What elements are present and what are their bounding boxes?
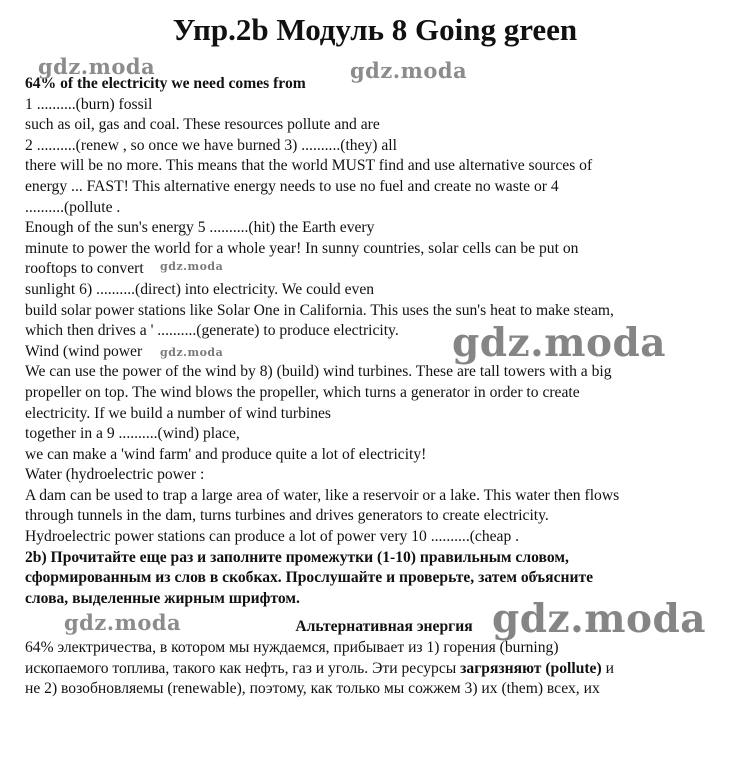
english-line: 1 ..........(burn) fossil: [25, 95, 153, 113]
english-line: which then drives a ' ..........(generate) to produce electricity.: [25, 322, 399, 340]
english-line: there will be no more. This means that the world MUST find and use alternative sources of: [25, 157, 593, 175]
bold-term: загрязняют (pollute): [460, 659, 602, 677]
english-line: energy ... FAST! This alternative energy needs to use no fuel and create no waste or 4: [25, 177, 559, 195]
translation-text: ископаемого топлива, такого как нефть, газ и уголь. Эти ресурсы: [25, 659, 461, 677]
english-line: such as oil, gas and coal. These resources pollute and are: [25, 116, 380, 134]
english-line: We can use the power of the wind by 8) (build) wind turbines. These are tall towers with a big: [25, 363, 612, 381]
translation-text: и: [601, 659, 614, 677]
task-instruction: слова, выделенные жирным шрифтом.: [25, 589, 300, 607]
task-instruction: сформированным из слов в скобках. Прослушайте и проверьте, затем объясните: [25, 569, 594, 587]
english-line: together in a 9 ..........(wind) place,: [25, 425, 240, 443]
english-line: Water (hydroelectric power :: [25, 466, 205, 484]
english-line: Enough of the sun's energy 5 ..........(hit) the Earth every: [25, 219, 375, 237]
english-line: Hydroelectric power stations can produce a lot of power very 10 ..........(cheap .: [25, 528, 520, 546]
watermark: gdz.moda: [160, 260, 224, 273]
english-line: sunlight 6) ..........(direct) into electricity. We could even: [25, 280, 375, 298]
english-line: electricity. If we build a number of wind turbines: [25, 404, 332, 422]
english-line: through tunnels in the dam, turns turbines and drives generators to create electricity.: [25, 507, 549, 525]
watermark: gdz.moda: [350, 58, 468, 83]
watermark: gdz.moda: [452, 320, 667, 366]
english-line: we can make a 'wind farm' and produce quite a lot of electricity!: [25, 445, 427, 463]
english-line: 2 ..........(renew , so once we have burned 3) ..........(they) all: [25, 136, 397, 154]
english-line: A dam can be used to trap a large area of water, like a reservoir or a lake. This water then flows: [25, 486, 620, 504]
english-line: build solar power stations like Solar One in California. This uses the sun's heat to make steam,: [25, 301, 614, 319]
english-line: minute to power the world for a whole year! In sunny countries, solar cells can be put on: [25, 239, 579, 257]
translation-line: [25, 659, 743, 680]
english-line: ..........(pollute .: [25, 198, 121, 216]
translation-heading: Альтернативная энергия: [295, 618, 473, 636]
watermark: gdz.moda: [492, 596, 707, 642]
english-line: propeller on top. The wind blows the propeller, which turns a generator in order to create: [25, 383, 580, 401]
translation-line: не 2) возобновляемы (renewable), поэтому, как только мы сожжем 3) их (them) всех, их: [25, 680, 600, 698]
watermark: gdz.moda: [64, 610, 182, 635]
english-line: Wind (wind power: [25, 342, 143, 360]
page-title: Упр.2b Модуль 8 Going green: [172, 12, 578, 47]
english-line: rooftops to convert: [25, 260, 144, 278]
translation-line: 64% электричества, в котором мы нуждаемся, прибывает из 1) горения (burning): [25, 639, 559, 657]
english-heading: 64% of the electricity we need comes from: [25, 75, 306, 92]
watermark: gdz.moda: [38, 54, 156, 79]
watermark: gdz.moda: [160, 346, 224, 359]
task-instruction: 2b) Прочитайте еще раз и заполните промежутки (1-10) правильным словом,: [25, 548, 569, 566]
